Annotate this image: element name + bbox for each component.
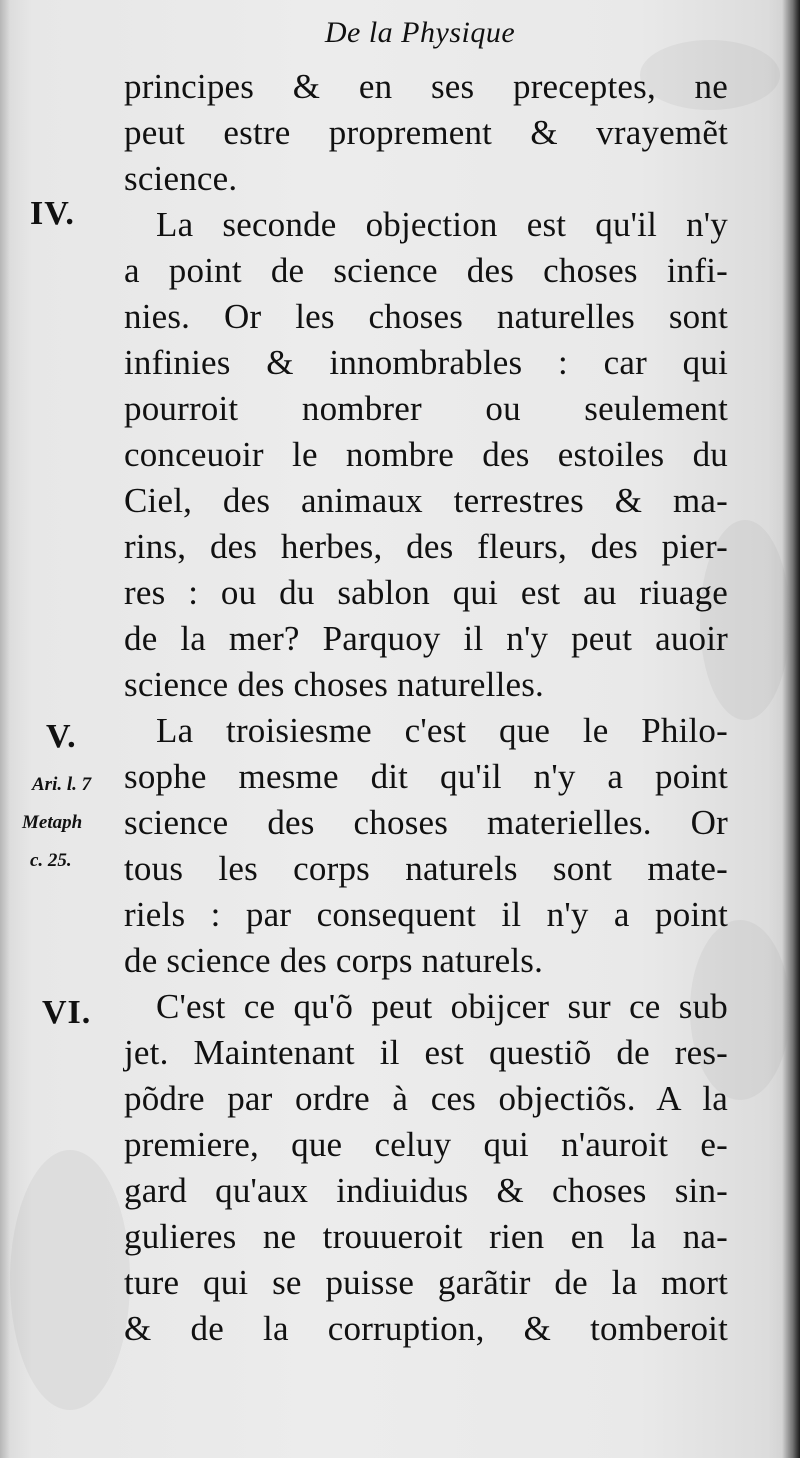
page-left-shadow [0,0,10,1458]
text-line: premiere, que celuy qui n'auroit e- [124,1125,728,1164]
section-marker-vi: VI. [42,994,92,1031]
margin-note-line: Metaph [22,812,83,833]
margin-note-line: Ari. l. 7 [32,774,92,795]
text-line: gulieres ne trouueroit rien en la na- [124,1217,728,1256]
running-header: De la Physique [324,16,516,49]
text-line: ture qui se puisse garãtir de la mort [124,1263,728,1302]
text-line: a point de science des choses infi- [124,251,728,290]
text-line: rins, des herbes, des fleurs, des pier- [124,527,728,566]
text-line: La troisiesme c'est que le Philo- [156,711,728,750]
text-line: science. [124,159,238,198]
text-line: res : ou du sablon qui est au riuage [124,573,728,612]
text-line: gard qu'aux indiuidus & choses sin- [124,1171,728,1210]
text-line: science des choses naturelles. [124,665,545,704]
margin-note-line: c. 25. [30,850,72,871]
text-line: infinies & innombrables : car qui [124,343,728,382]
text-line: & de la corruption, & tomberoit [124,1309,728,1348]
text-line: de science des corps naturels. [124,941,544,980]
text-line: de la mer? Parquoy il n'y peut auoir [124,619,728,658]
text-line: principes & en ses preceptes, ne [124,67,728,106]
text-line: conceuoir le nombre des estoiles du [124,435,728,474]
text-line: nies. Or les choses naturelles sont [124,297,728,336]
page-right-edge [782,0,800,1458]
body-text [124,64,728,1352]
page-stain [10,1150,130,1410]
text-line: La seconde objection est qu'il n'y [156,205,728,244]
text-line: jet. Maintenant il est questiõ de res- [124,1033,728,1072]
section-marker-iv: IV. [30,195,75,232]
text-line: põdre par ordre à ces objectiõs. A la [124,1079,728,1118]
text-line: tous les corps naturels sont mate- [124,849,728,888]
text-line: riels : par consequent il n'y a point [124,895,728,934]
text-line: science des choses materielles. Or [124,803,728,842]
text-line: Ciel, des animaux terrestres & ma- [124,481,728,520]
text-line: pourroit nombrer ou seulement [124,389,728,428]
section-marker-v: V. [46,718,77,755]
text-line: peut estre proprement & vrayemẽt [124,113,728,152]
text-line: C'est ce qu'õ peut obijcer sur ce sub [156,987,728,1026]
text-line: sophe mesme dit qu'il n'y a point [124,757,728,796]
